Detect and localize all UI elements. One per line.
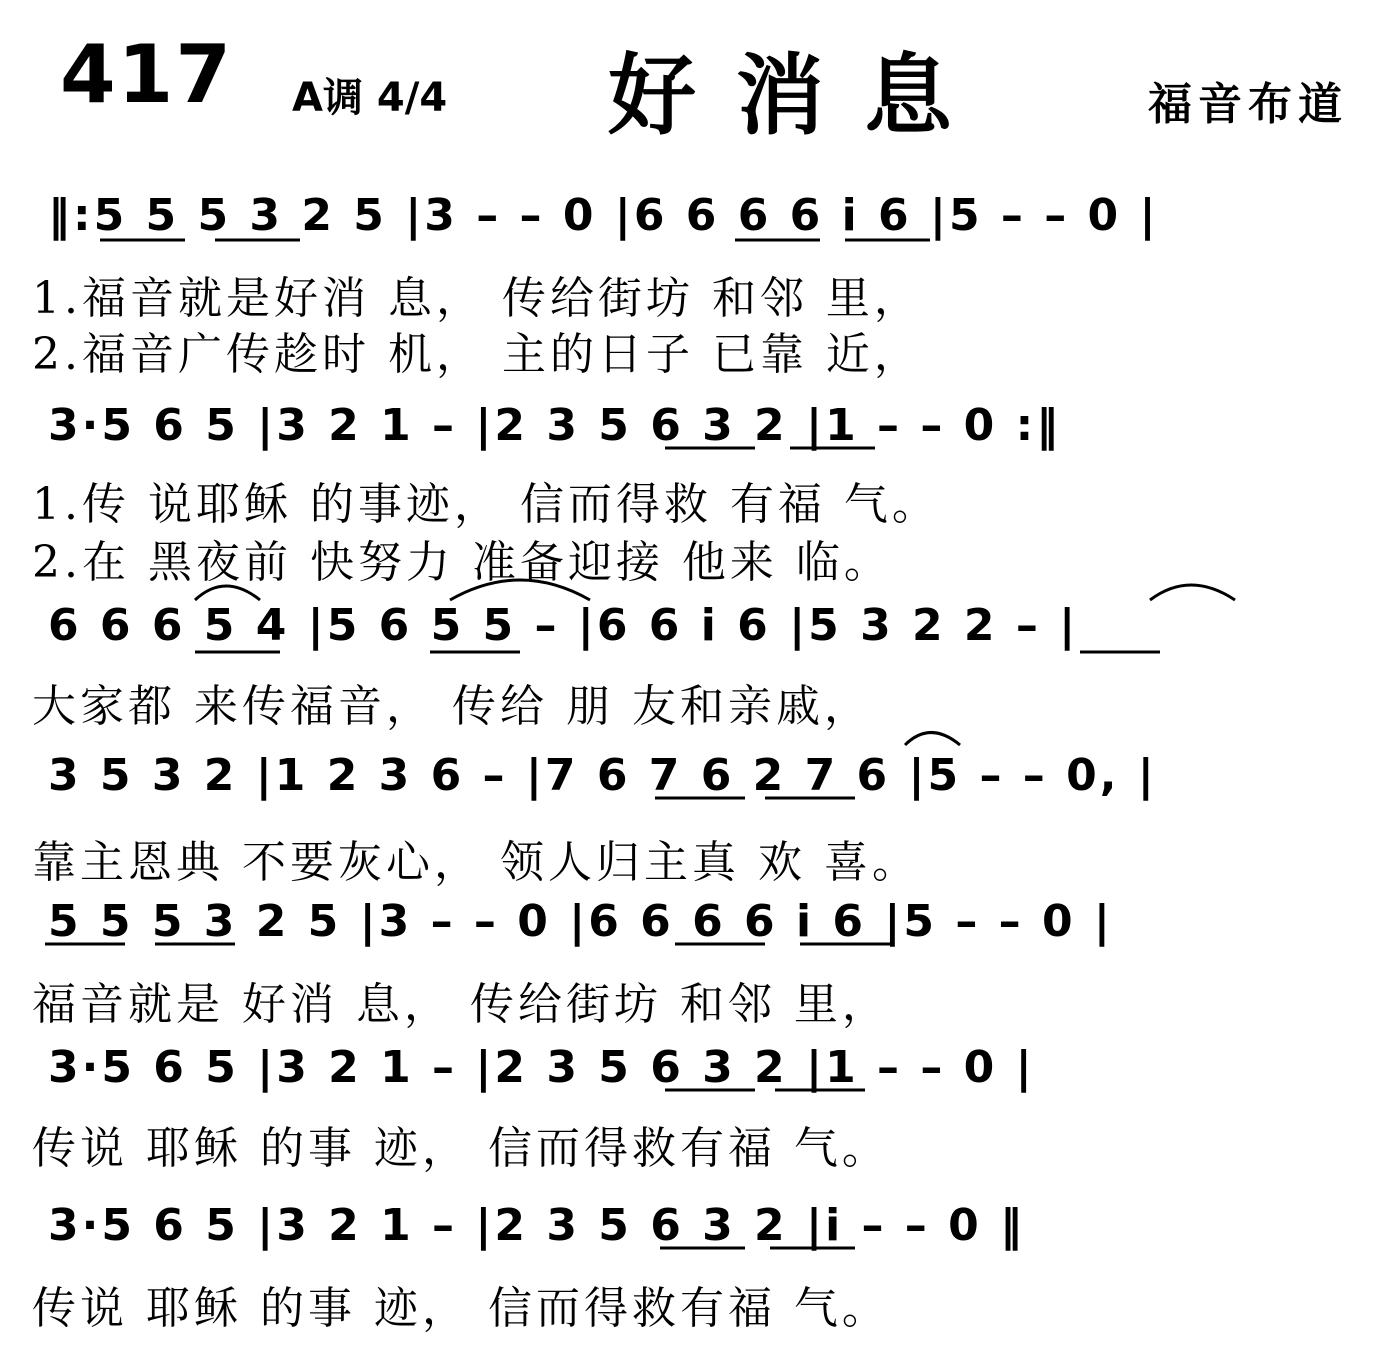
notation-line-3: 6 6 6 5 4 |5 6 5 5 – |6 6 i 6 |5 3 2 2 – | xyxy=(48,600,1079,651)
lyric-line-6: 传说 耶稣 的事 迹， 信而得救有福 气。 xyxy=(32,1123,890,1174)
song-title: 好消息 xyxy=(608,44,993,147)
slur-mark xyxy=(450,580,590,600)
category-label: 福音布道 xyxy=(1148,79,1348,130)
notation-line-4: 3 5 3 2 |1 2 3 6 – |7 6 7 6 2 7 6 |5 – – 0, | xyxy=(48,750,1157,801)
lyric-line-3: 大家都 来传福音， 传给 朋 友和亲戚， xyxy=(32,681,872,732)
notation-line-6: 3·5 6 5 |3 2 1 – |2 3 5 6 3 2 |1 – – 0 | xyxy=(48,1042,1035,1093)
notation-line-1: ‖:5 5 5 3 2 5 |3 – – 0 |6 6 6 6 i 6 |5 – – 0 | xyxy=(48,190,1159,241)
slur-mark xyxy=(195,586,260,600)
lyric-line-7: 传说 耶稣 的事 迹， 信而得救有福 气。 xyxy=(32,1283,890,1334)
slur-mark xyxy=(905,733,960,746)
key-signature: A调 4/4 xyxy=(292,75,448,121)
notation-line-2: 3·5 6 5 |3 2 1 – |2 3 5 6 3 2 |1 – – 0 :‖ xyxy=(48,400,1062,451)
hymn-number: 417 xyxy=(60,28,233,121)
lyric-line-2-verse-2: 2.在 黑夜前 快努力 准备迎接 他来 临。 xyxy=(32,537,892,588)
slur-mark xyxy=(1150,585,1235,600)
lyric-line-1-verse-2: 2.福音广传趁时 机， 主的日子 已靠 近， xyxy=(32,329,922,380)
lyric-line-5: 福音就是 好消 息， 传给街坊 和邻 里， xyxy=(32,979,890,1030)
lyric-line-4: 靠主恩典 不要灰心， 领人归主真 欢 喜。 xyxy=(32,837,920,888)
notation-line-5: 5 5 5 3 2 5 |3 – – 0 |6 6 6 6 i 6 |5 – – 0 | xyxy=(48,896,1113,947)
lyric-line-2-verse-1: 1.传 说耶稣 的事迹， 信而得救 有福 气。 xyxy=(32,479,940,530)
notation-line-7: 3·5 6 5 |3 2 1 – |2 3 5 6 3 2 |i – – 0 ‖ xyxy=(48,1200,1026,1251)
lyric-line-1-verse-1: 1.福音就是好消 息， 传给街坊 和邻 里， xyxy=(32,273,922,324)
